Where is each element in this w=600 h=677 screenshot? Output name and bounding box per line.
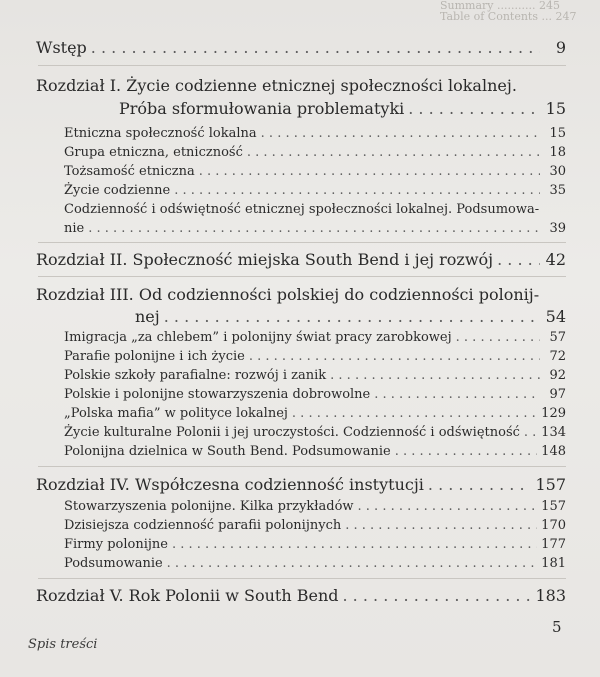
entry-label: Dzisiejsza codzienność parafii polonijnych bbox=[64, 518, 342, 533]
divider bbox=[38, 578, 566, 579]
entry-label: Polskie i polonijne stowarzyszenia dobrowolne bbox=[64, 387, 371, 402]
toc-entry-chapter-3[interactable] bbox=[135, 307, 566, 326]
entry-label: Polskie szkoły parafialne: rozwój i zanik bbox=[64, 368, 327, 383]
entry-label: Parafie polonijne i ich życie bbox=[64, 349, 245, 364]
entry-label: Rozdział IV. Współczesna codzienność instytucji bbox=[36, 475, 424, 494]
toc-entry-subsection[interactable] bbox=[64, 387, 566, 402]
leader-dots bbox=[428, 475, 532, 494]
toc-entry-subsection[interactable] bbox=[64, 330, 566, 345]
entry-page: 92 bbox=[549, 368, 566, 383]
bleed-line: Table of Contents ... 247 bbox=[440, 10, 577, 23]
entry-label: Tożsamość etniczna bbox=[64, 164, 195, 179]
toc-entry-subsection[interactable] bbox=[64, 556, 566, 571]
divider bbox=[38, 242, 566, 243]
leader-dots bbox=[358, 499, 538, 514]
toc-entry-subsection-line[interactable]: Codzienność i odświętność etnicznej społeczności lokalnej. Podsumowa- bbox=[64, 202, 540, 217]
toc-entry-chapter-4[interactable] bbox=[36, 475, 566, 494]
leader-dots bbox=[524, 425, 537, 440]
leader-dots bbox=[88, 221, 540, 236]
leader-dots bbox=[167, 556, 538, 571]
entry-page: 18 bbox=[549, 145, 566, 160]
toc-entry-wstep[interactable] bbox=[36, 38, 566, 57]
toc-entry-chapter-1-title[interactable]: Rozdział I. Życie codzienne etnicznej społeczności lokalnej. bbox=[36, 76, 517, 95]
entry-page: 181 bbox=[541, 556, 566, 571]
page-number: 5 bbox=[552, 618, 562, 636]
leader-dots bbox=[330, 368, 540, 383]
entry-label: Próba sformułowania problematyki bbox=[119, 99, 405, 118]
leader-dots bbox=[164, 307, 540, 326]
entry-page: 39 bbox=[549, 221, 566, 236]
toc-entry-subsection[interactable] bbox=[64, 444, 566, 459]
leader-dots bbox=[91, 38, 540, 57]
entry-page: 57 bbox=[549, 330, 566, 345]
entry-label: Rozdział V. Rok Polonii w South Bend bbox=[36, 586, 339, 605]
leader-dots bbox=[343, 586, 532, 605]
entry-label: Rozdział II. Społeczność miejska South Bend i jej rozwój bbox=[36, 250, 494, 269]
entry-label: Firmy polonijne bbox=[64, 537, 168, 552]
entry-label: Polonijna dzielnica w South Bend. Podsumowanie bbox=[64, 444, 391, 459]
entry-page: 72 bbox=[549, 349, 566, 364]
toc-entry-subsection[interactable] bbox=[64, 537, 566, 552]
toc-entry-subsection[interactable] bbox=[64, 499, 566, 514]
toc-entry-subsection[interactable] bbox=[64, 518, 566, 533]
leader-dots bbox=[247, 145, 540, 160]
entry-label: Etniczna społeczność lokalna bbox=[64, 126, 257, 141]
toc-entry-chapter-3-title[interactable]: Rozdział III. Od codzienności polskiej do codzienności polonij- bbox=[36, 285, 540, 304]
toc-entry-subsection[interactable] bbox=[64, 126, 566, 141]
entry-page: 54 bbox=[545, 307, 566, 326]
leader-dots bbox=[497, 250, 540, 269]
divider bbox=[38, 276, 566, 277]
entry-page: 9 bbox=[555, 38, 566, 57]
leader-dots bbox=[345, 518, 537, 533]
leader-dots bbox=[261, 126, 540, 141]
toc-entry-subsection[interactable] bbox=[64, 164, 566, 179]
bleed-line: Summary ........... 245 bbox=[440, 0, 560, 12]
leader-dots bbox=[408, 99, 540, 118]
leader-dots bbox=[456, 330, 540, 345]
entry-label: Podsumowanie bbox=[64, 556, 163, 571]
leader-dots bbox=[292, 406, 537, 421]
entry-page: 148 bbox=[541, 444, 566, 459]
entry-page: 183 bbox=[535, 586, 566, 605]
toc-entry-chapter-2[interactable] bbox=[36, 250, 566, 269]
leader-dots bbox=[199, 164, 540, 179]
entry-label: Życie codzienne bbox=[64, 183, 171, 198]
entry-page: 157 bbox=[535, 475, 566, 494]
entry-page: 97 bbox=[549, 387, 566, 402]
entry-label: Życie kulturalne Polonii i jej uroczystości. Codzienność i odświętność bbox=[64, 425, 520, 440]
entry-label: nie bbox=[64, 221, 85, 236]
toc-entry-subsection[interactable] bbox=[64, 425, 566, 440]
entry-page: 134 bbox=[541, 425, 566, 440]
leader-dots bbox=[249, 349, 540, 364]
entry-label: „Polska mafia” w polityce lokalnej bbox=[64, 406, 288, 421]
entry-page: 157 bbox=[541, 499, 566, 514]
toc-entry-subsection[interactable] bbox=[64, 221, 566, 236]
entry-label: Grupa etniczna, etniczność bbox=[64, 145, 243, 160]
divider bbox=[38, 466, 566, 467]
entry-page: 42 bbox=[545, 250, 566, 269]
entry-page: 177 bbox=[541, 537, 566, 552]
entry-page: 170 bbox=[541, 518, 566, 533]
entry-page: 129 bbox=[541, 406, 566, 421]
toc-entry-subsection[interactable] bbox=[64, 368, 566, 383]
entry-page: 30 bbox=[549, 164, 566, 179]
toc-entry-subsection[interactable] bbox=[64, 145, 566, 160]
leader-dots bbox=[174, 183, 540, 198]
toc-entry-subsection[interactable] bbox=[64, 349, 566, 364]
entry-label: Stowarzyszenia polonijne. Kilka przykładów bbox=[64, 499, 354, 514]
entry-label: nej bbox=[135, 307, 160, 326]
running-footer-title: Spis treści bbox=[28, 637, 98, 652]
toc-entry-chapter-1[interactable] bbox=[119, 99, 566, 118]
entry-page: 35 bbox=[549, 183, 566, 198]
entry-page: 15 bbox=[545, 99, 566, 118]
leader-dots bbox=[172, 537, 537, 552]
entry-page: 15 bbox=[549, 126, 566, 141]
leader-dots bbox=[374, 387, 540, 402]
toc-entry-subsection[interactable] bbox=[64, 406, 566, 421]
entry-label: Wstęp bbox=[36, 38, 87, 57]
toc-entry-chapter-5[interactable] bbox=[36, 586, 566, 605]
leader-dots bbox=[395, 444, 537, 459]
entry-label: Imigracja „za chlebem” i polonijny świat pracy zarobkowej bbox=[64, 330, 452, 345]
divider bbox=[38, 65, 566, 66]
toc-entry-subsection[interactable] bbox=[64, 183, 566, 198]
